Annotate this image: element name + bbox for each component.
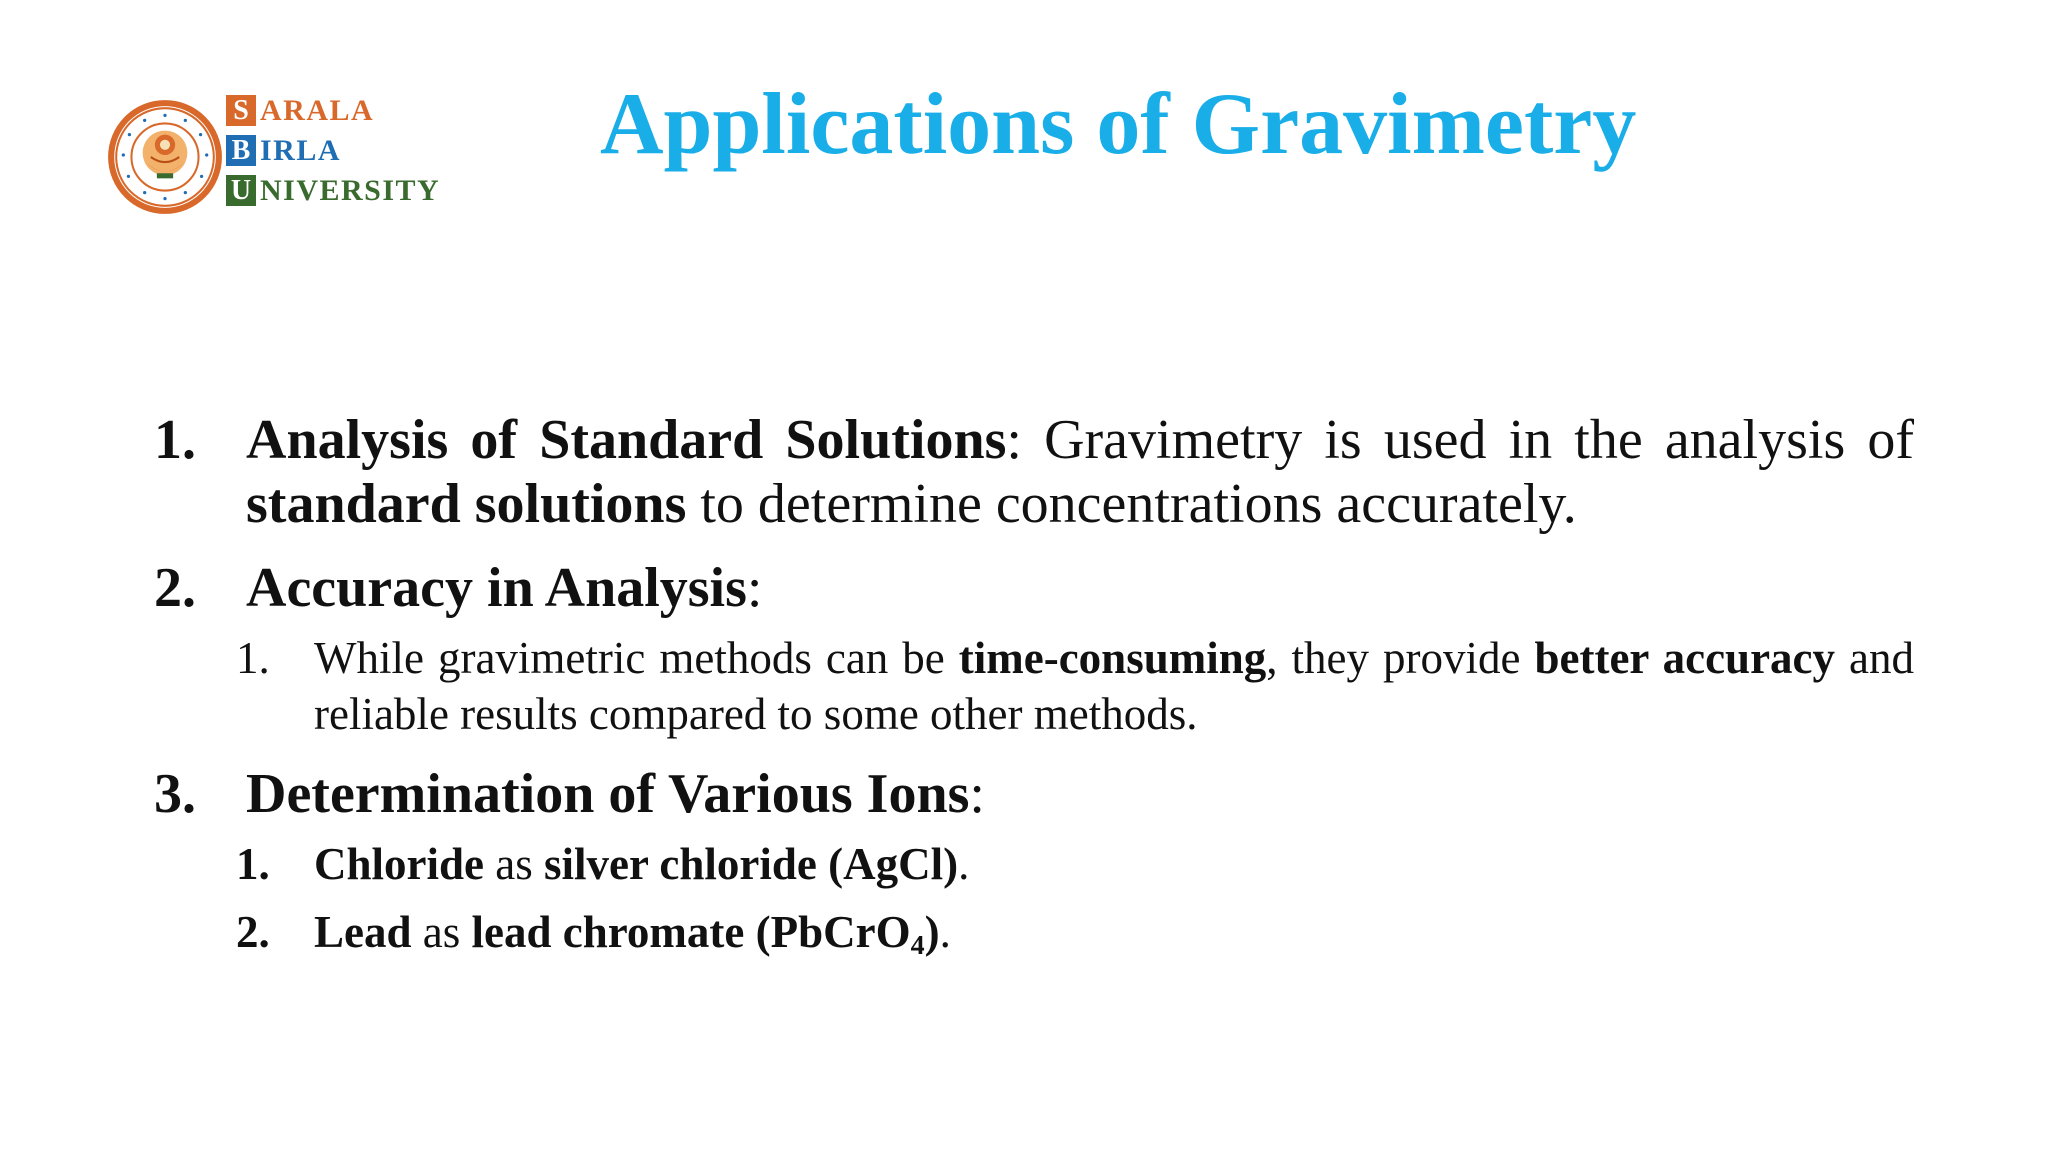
brand-word-irla: IRLA	[260, 134, 342, 167]
sub-list-number: 2.	[236, 907, 270, 957]
item-emphasis: standard solutions	[246, 473, 687, 535]
sub-item-text: While gravimetric methods can be	[314, 633, 959, 683]
sub-item-text: and reliable results compared to some other methods.	[314, 633, 1914, 739]
university-logo	[104, 92, 464, 222]
sub-item-text: , they provide	[1266, 633, 1535, 683]
university-seal-icon	[104, 96, 226, 218]
sub-item-emphasis: silver chloride (AgCl)	[544, 839, 959, 889]
list-number: 1.	[154, 409, 196, 471]
brand-wordmark	[226, 92, 440, 212]
list-number: 2.	[154, 557, 196, 619]
item-text: : Gravimetry is used in the analysis of	[1006, 409, 1915, 471]
sub-item-emphasis: time-consuming	[958, 633, 1267, 683]
sub-item-text: .	[958, 839, 970, 889]
brand-word-niversity: NIVERSITY	[260, 174, 441, 207]
sub-list-number: 1.	[236, 839, 270, 889]
slide-content	[154, 408, 1914, 960]
sub-item-emphasis: )	[924, 907, 940, 957]
item-text: :	[746, 557, 763, 619]
sub-item-accuracy-detail	[154, 630, 1914, 742]
sub-item-text: as	[411, 907, 472, 957]
item-text: to determine concentrations accurately.	[686, 473, 1577, 535]
sub-item-chloride	[154, 836, 1914, 892]
item-heading: Analysis of Standard Solutions	[246, 409, 1007, 471]
sub-list-number: 1.	[236, 633, 270, 683]
chemical-subscript: 4	[910, 929, 925, 961]
sub-item-emphasis: better accuracy	[1534, 633, 1836, 683]
sub-item-emphasis: lead chromate (PbCrO	[471, 907, 911, 957]
brand-row-birla	[226, 132, 440, 169]
brand-row-sarala	[226, 92, 440, 129]
list-item-ions	[154, 762, 1914, 960]
sub-item-emphasis: Chloride	[314, 839, 485, 889]
sub-item-lead	[154, 904, 1914, 960]
sub-item-text: .	[939, 907, 951, 957]
slide-title: Applications of Gravimetry	[600, 76, 1637, 173]
brand-word-arala: ARALA	[260, 94, 375, 127]
item-heading: Accuracy in Analysis	[246, 557, 747, 619]
list-number: 3.	[154, 763, 196, 825]
brand-letter-b: B	[226, 135, 256, 166]
item-heading: Determination of Various Ions	[246, 763, 970, 825]
list-item-standard-solutions	[154, 408, 1914, 536]
brand-letter-s: S	[226, 95, 256, 126]
sub-item-emphasis: Lead	[314, 907, 412, 957]
item-text: :	[969, 763, 985, 825]
list-item-accuracy	[154, 556, 1914, 742]
brand-row-university	[226, 172, 440, 209]
sub-item-text: as	[484, 839, 545, 889]
brand-letter-u: U	[226, 175, 256, 206]
